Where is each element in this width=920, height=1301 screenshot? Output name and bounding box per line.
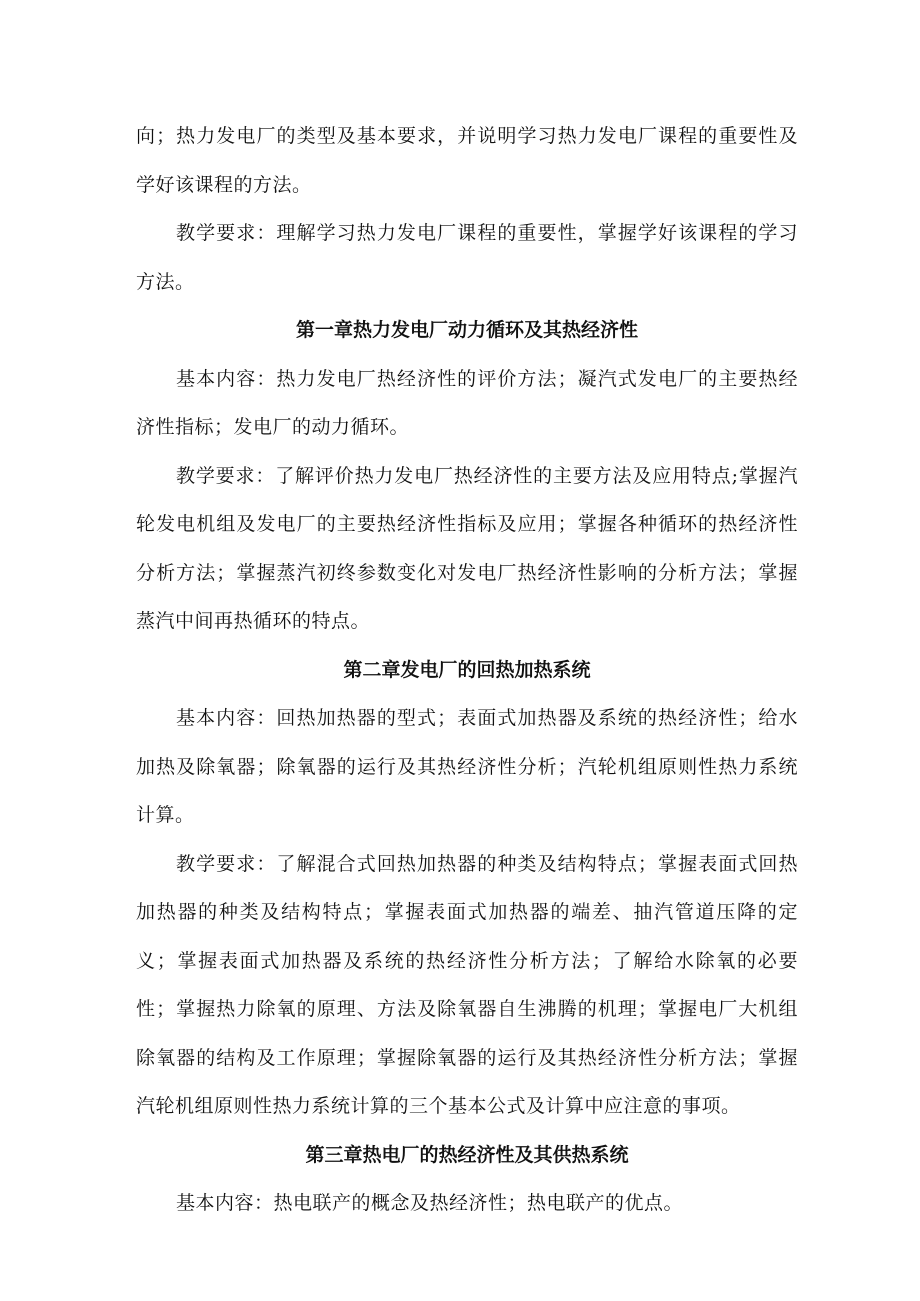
chapter-3-title: 第三章热电厂的热经济性及其供热系统 bbox=[305, 1143, 629, 1166]
chapter-1-teaching-requirements: 教学要求：了解评价热力发电厂热经济性的主要方法及应用特点;掌握汽轮发电机组及发电厂的主要热经济性指标及应用；掌握各种循环的热经济性分析方法；掌握蒸汽初终参数变化对发电厂热经济性影响的分析方法；掌握蒸汽中间再热循环的特点。 bbox=[136, 464, 798, 632]
chapter-2-teaching-requirements: 教学要求：了解混合式回热加热器的种类及结构特点；掌握表面式回热加热器的种类及结构特点；掌握表面式加热器的端差、抽汽管道压降的定义；掌握表面式加热器及系统的热经济性分析方法；了解给水除氧的必要性；掌握热力除氧的原理、方法及除氧器自生沸腾的机理；掌握电厂大机组除氧器的结构及工作原理；掌握除氧器的运行及其热经济性分析方法；掌握汽轮机组原则性热力系统计算的三个基本公式及计算中应注意的事项。 bbox=[136, 852, 798, 1117]
intro-paragraph: 向；热力发电厂的类型及基本要求，并说明学习热力发电厂课程的重要性及学好该课程的方法。 bbox=[136, 125, 798, 196]
chapter-3-basic-content: 基本内容：热电联产的概念及热经济性；热电联产的优点。 bbox=[176, 1192, 684, 1214]
chapter-2-basic-content: 基本内容：回热加热器的型式；表面式加热器及系统的热经济性；给水加热及除氧器；除氧器的运行及其热经济性分析；汽轮机组原则性热力系统计算。 bbox=[136, 707, 798, 826]
document-page bbox=[136, 112, 798, 1228]
intro-teaching-requirements: 教学要求：理解学习热力发电厂课程的重要性，掌握学好该课程的学习方法。 bbox=[136, 222, 798, 293]
chapter-1-basic-content: 基本内容：热力发电厂热经济性的评价方法；凝汽式发电厂的主要热经济性指标；发电厂的动力循环。 bbox=[136, 367, 798, 438]
chapter-2-title: 第二章发电厂的回热加热系统 bbox=[343, 658, 591, 681]
chapter-1-title: 第一章热力发电厂动力循环及其热经济性 bbox=[295, 319, 638, 341]
